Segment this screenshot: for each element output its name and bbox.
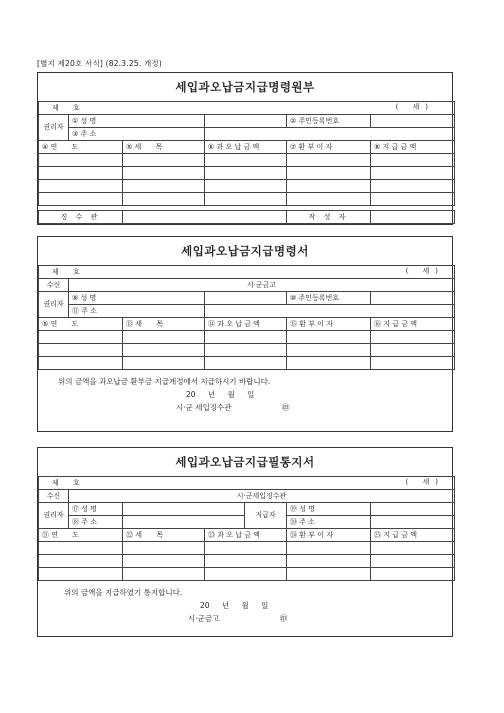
holder-name-label: ⑰ 성 명 [69,503,123,516]
order-number-row: 제 호 ( 세) [39,266,455,279]
date-line: 20 년 월 일 [200,601,269,610]
table-row [39,154,455,167]
receiver-label: 수신 [39,279,69,292]
signer-name: 시·군금고 [188,614,220,623]
seal-icon: ㊞ [281,403,290,412]
notice-text: 위의 금액을 지급하였기 통지합니다. [64,588,183,597]
ledger-form [37,72,453,225]
ledger-form-title: 세입과오납금지급명령원부 [175,80,315,94]
date-line: 20 년 월 일 [186,390,255,399]
holder-label: 권리자 [39,503,69,529]
tax-item-header: ㉒ 세 목 [123,529,205,542]
table-row [39,193,455,206]
recipient-address-value[interactable] [371,516,455,529]
payment-notice-title: 세입과오납금지급필통지서 [175,455,315,469]
holder-address-value[interactable] [205,128,455,141]
holder-address-value[interactable] [123,516,245,529]
addition-header: ㉔ 환 부 이 자 [287,529,371,542]
receiver-value: 시·군금고 [69,279,455,292]
pay-amount-header: ⑧ 지 급 금 액 [371,141,455,154]
table-row [39,331,455,344]
preparer-label: 작 성 자 [287,211,371,224]
table-row [39,344,455,357]
ledger-number-row: 제 호 ( 세) [39,102,455,115]
holder-name-value[interactable] [205,292,287,305]
signer-name: 시·군 세입징수관 [176,403,232,412]
recipient-label: 지급자 [245,503,287,529]
ledger-table [38,101,455,224]
resident-no-label: ⑩ 주민등록번호 [287,292,371,305]
signer-line [38,401,452,414]
receiver-value: 시·군세입징수관 [69,490,455,503]
holder-name-label: ⑨ 성 명 [69,292,205,305]
notice-text: 위의 금액을 과오납금 환부금 지급계정에서 지급하시기 바랍니다. [58,377,271,386]
holder-name-value[interactable] [123,503,245,516]
payment-order-table [38,265,455,370]
table-row [39,568,455,581]
year-header: ④ 연 도 [39,141,123,154]
table-row [39,542,455,555]
resident-no-value[interactable] [371,292,455,305]
over-amount-header: ㉓ 과 오 납 금 액 [205,529,287,542]
holder-name-label: ① 성 명 [69,115,205,128]
collector-label: 징 수 관 [39,211,123,224]
receiver-label: 수신 [39,490,69,503]
collector-value[interactable] [123,211,287,224]
table-row [39,167,455,180]
tax-item-header: ⑤ 세 목 [123,141,205,154]
pay-amount-header: ⑯ 지 급 금 액 [371,318,455,331]
signer-line [38,612,452,625]
payment-notice-body [38,581,452,625]
recipient-address-label: ⑳ 주 소 [287,516,371,529]
holder-address-label: ③ 주 소 [69,128,205,141]
over-amount-header: ⑥ 과 오 납 금 액 [205,141,287,154]
preparer-value[interactable] [371,211,455,224]
holder-label: 권리자 [39,115,69,141]
payment-order-form [37,236,453,432]
over-amount-header: ⑭ 과 오 납 금 액 [205,318,287,331]
table-row [39,555,455,568]
pay-amount-header: ㉕ 지 급 금 액 [371,529,455,542]
table-row [39,357,455,370]
recipient-name-value[interactable] [371,503,455,516]
addition-header: ⑦ 환 부 이 자 [287,141,371,154]
payment-order-title: 세입과오납금지급명령서 [181,244,309,258]
addition-header: ⑮ 환 부 이 자 [287,318,371,331]
resident-no-label: ② 주민등록번호 [287,115,371,128]
seal-icon: ㊞ [279,614,288,623]
payment-notice-form [37,447,453,637]
payment-order-notice [38,370,452,414]
holder-name-value[interactable] [205,115,287,128]
holder-address-label: ⑱ 주 소 [69,516,123,529]
holder-address-label: ⑪ 주 소 [69,305,205,318]
notice-number-row: 제 호 ( 세) [39,477,455,490]
form-header-note: [별지 제20호 서식] (82.3.25. 개정) [37,59,162,68]
year-header: ㉑ 연 도 [39,529,123,542]
year-header: ⑤ 연 도 [39,318,123,331]
table-row [39,180,455,193]
holder-label: 권리자 [39,292,69,318]
holder-address-value[interactable] [205,305,455,318]
resident-no-value[interactable] [371,115,455,128]
payment-notice-table [38,476,455,581]
tax-item-header: ⑬ 세 목 [123,318,205,331]
recipient-name-label: ⑲ 성 명 [287,503,371,516]
